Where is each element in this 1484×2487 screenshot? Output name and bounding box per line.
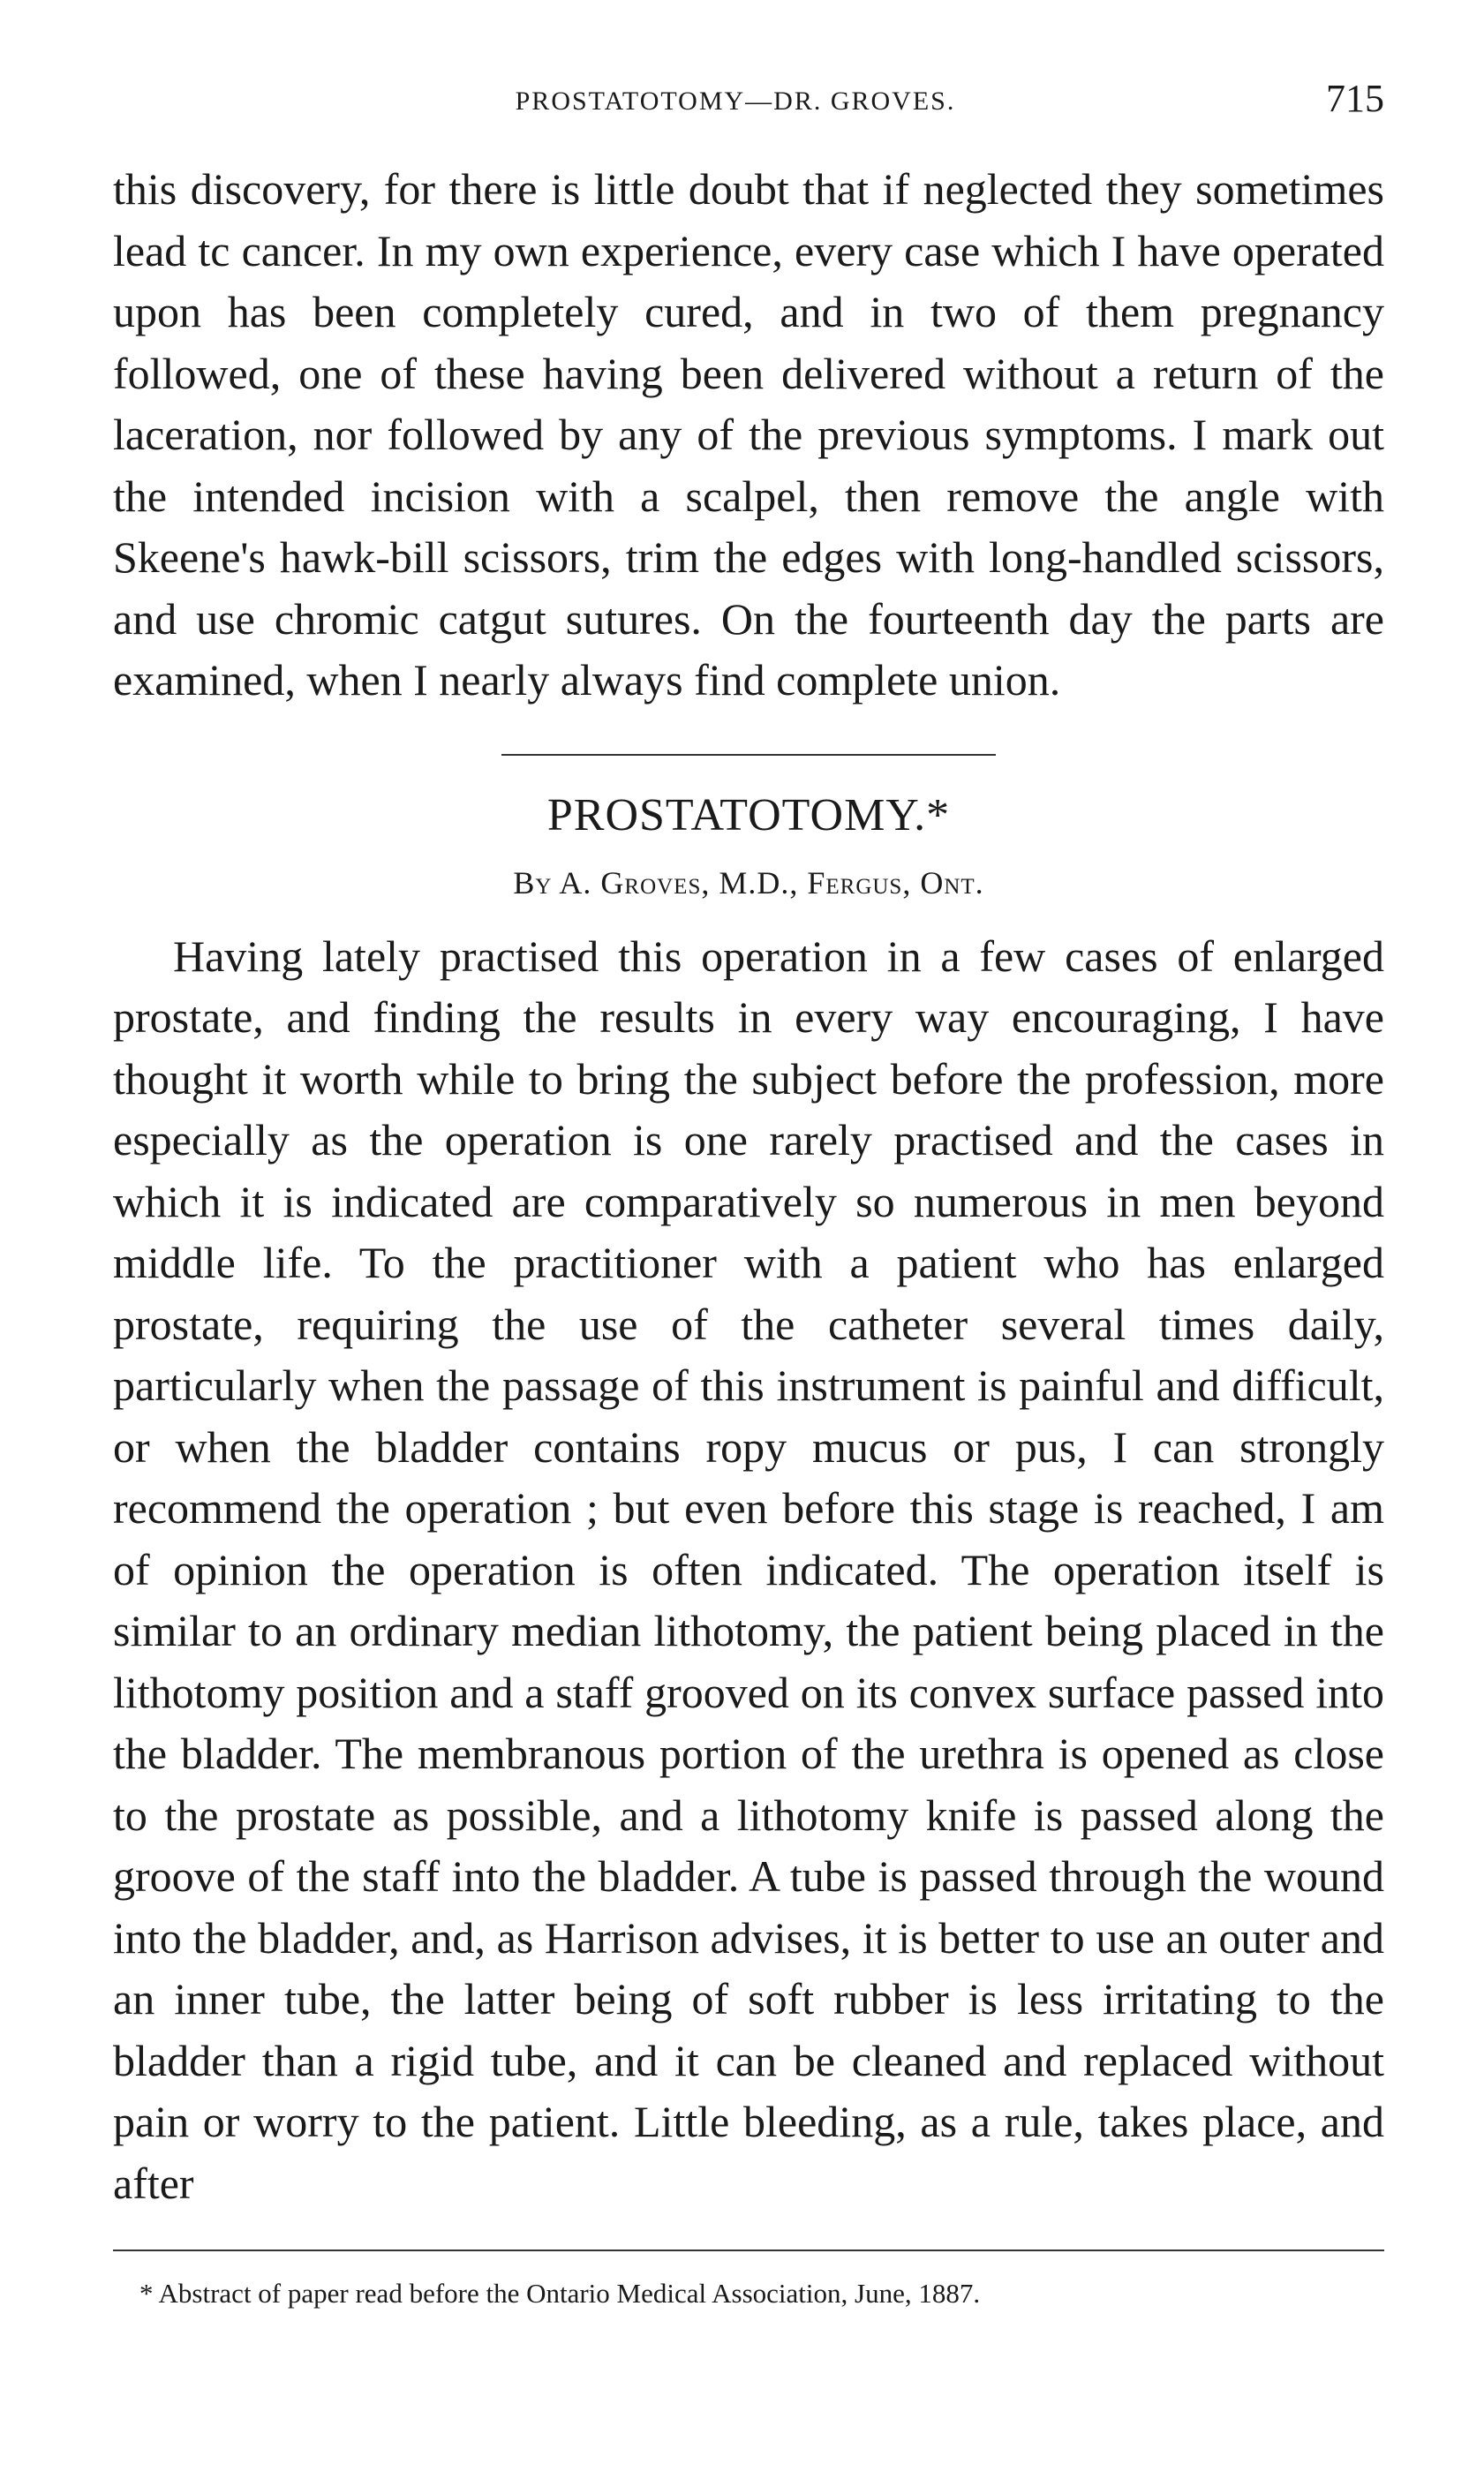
page-number: 715: [1326, 77, 1384, 120]
previous-article-closing-paragraph: this discovery, for there is little doubt that if neglected they sometimes lead tc cancer. In my own experience, every case which I have operated upon has been completely cured, and in two of them pregnancy followed, one of these having been delivered without a return of the laceration, nor followed by any of the previous symptoms. I mark out the intended incision with a scalpel, then remove the angle with Skeene's hawk-bill scissors, trim the edges with long-handled scissors, and use chromic catgut sutures. On the fourteenth day the parts are examined, when I nearly always find complete union.: [113, 164, 1384, 705]
journal-page: [113, 71, 1384, 2310]
article-title: PROSTATOTOMY.*: [546, 789, 951, 840]
section-divider: [501, 754, 996, 756]
footnote: * Abstract of paper read before the Ontario Medical Association, June, 1887.: [139, 2278, 981, 2309]
article-byline: By A. Groves, M.D., Fergus, Ont.: [513, 864, 984, 901]
running-head: [113, 71, 1384, 141]
footnote-divider: [113, 2250, 1384, 2251]
running-title: PROSTATOTOMY—DR. GROVES.: [515, 87, 956, 116]
article-body-paragraph: Having lately practised this operation in a few cases of enlarged prostate, and finding the results in every way encouraging, I have thought it worth while to bring the subject before the profession, more especially as the operation is one rarely practised and the cases in which it is indicated are comparatively so numerous in men beyond middle life. To the practitioner with a patient who has enlarged prostate, requiring the use of the catheter several times daily, particularly when the passage of this instrument is painful and difficult, or when the bladder contains ropy mucus or pus, I can strongly recommend the operation ; but even before this stage is reached, I am of opinion the operation is often indicated. The operation itself is similar to an ordinary median lithotomy, the patient being placed in the lithotomy position and a staff grooved on its convex surface passed into the bladder. The membranous portion of the urethra is opened as close to the prostate as possible, and a lithotomy knife is passed along the groove of the staff into the bladder. A tube is passed through the wound into the bladder, and, as Harrison advises, it is better to use an outer and an inner tube, the latter being of soft rubber is less irritating to the bladder than a rigid tube, and it can be cleaned and replaced without pain or worry to the patient. Little bleeding, as a rule, takes place, and after: [113, 931, 1384, 2208]
